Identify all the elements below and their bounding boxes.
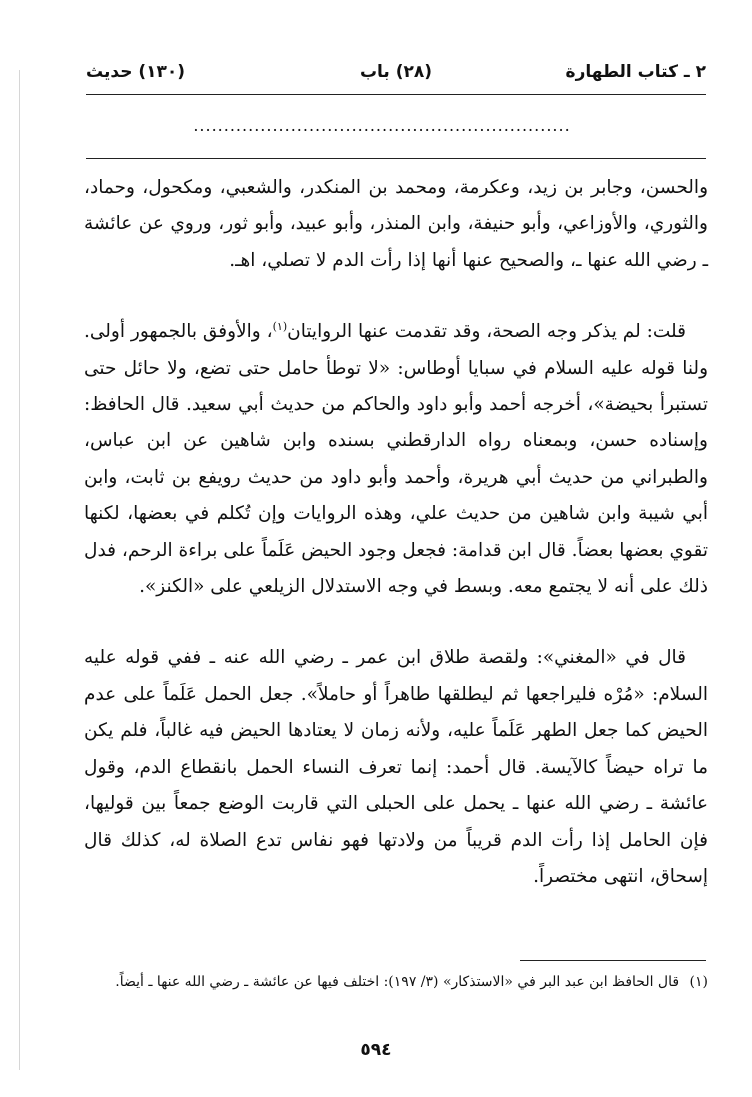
section-rule <box>86 158 706 159</box>
footnote <box>84 968 708 996</box>
header-chapter: (٢٨) باب <box>359 62 433 82</box>
footnote-marker[interactable]: (١) <box>272 320 288 334</box>
running-header <box>86 58 706 90</box>
header-hadith-number: (١٣٠) حديث <box>86 62 186 82</box>
header-book-title: ٢ ـ كتاب الطهارة <box>565 62 706 82</box>
footnote-number: (١) <box>689 974 708 990</box>
paragraph-2 <box>84 314 708 605</box>
header-rule <box>86 94 706 95</box>
paragraph-1: والحسن، وجابر بن زيد، وعكرمة، ومحمد بن المنكدر، والشعبي، ومكحول، وحماد، والثوري، والأوزاعي، وأبو حنيفة، وابن المنذر، وأبو عبيد، وأبو ثور، وروي عن عائشة ـ رضي الله عنها ـ، والصحيح عنها أنها إذا رأت الدم لا تصلي، اهـ. <box>84 177 708 271</box>
main-text <box>84 170 708 895</box>
footnote-text: قال الحافظ ابن عبد البر في «الاستذكار» (٣/ ١٩٧): اختلف فيها عن عائشة ـ رضي الله عنها ـ أيضاً. <box>115 974 680 990</box>
dotted-separator: .............................................................. <box>193 116 571 135</box>
page-number: ٥٩٤ <box>360 1040 392 1060</box>
paragraph-2-rest: ، والأوفق بالجمهور أولى. ولنا قوله عليه السلام في سبايا أوطاس: «لا توطأ حامل حتى تضع، ولا حائل حتى تستبرأ بحيضة»، أخرجه أحمد وأبو داود والحاكم من حديث أبي سعيد. قال الحافظ: وإسناده حسن، وبمعناه رواه الدارقطني بسنده وابن شاهين عن ابن عباس، والطبراني من حديث أبي هريرة، وأحمد وأبو داود من حديث رويفع بن ثابت، وابن أبي شيبة وابن شاهين من حديث علي، وهذه الروايات وإن تُكلم في بعضها، لكنها تقوي بعضها بعضاً. قال ابن قدامة: فجعل وجود الحيض عَلَماً على براءة الرحم، فدل ذلك على أنه لا يجتمع معه. وبسط في وجه الاستدلال الزيلعي على «الكنز». <box>84 321 708 598</box>
footnote-rule <box>520 960 706 961</box>
paragraph-2-start: قلت: لم يذكر وجه الصحة، وقد تقدمت عنها الروايتان <box>287 321 686 343</box>
paragraph-3: قال في «المغني»: ولقصة طلاق ابن عمر ـ رضي الله عنه ـ ففي قوله عليه السلام: «مُرْه فليراجعها ثم ليطلقها طاهراً أو حاملاً». جعل الحمل عَلَماً على عدم الحيض كما جعل الطهر عَلَماً عليه، ولأنه زمان لا يعتادها الحيض فيه غالباً، فلم يكن ما تراه حيضاً كالآيسة. قال أحمد: إنما تعرف النساء الحمل بانقطاع الدم، وقول عائشة ـ رضي الله عنها ـ يحمل على الحبلى التي قاربت الوضع جمعاً بين قوليها، فإن الحامل إذا رأت الدم قريباً من ولادتها فهو نفاس تدع الصلاة له، كذلك قال إسحاق، انتهى مختصراً. <box>84 647 708 887</box>
binding-edge-line <box>19 70 20 1070</box>
